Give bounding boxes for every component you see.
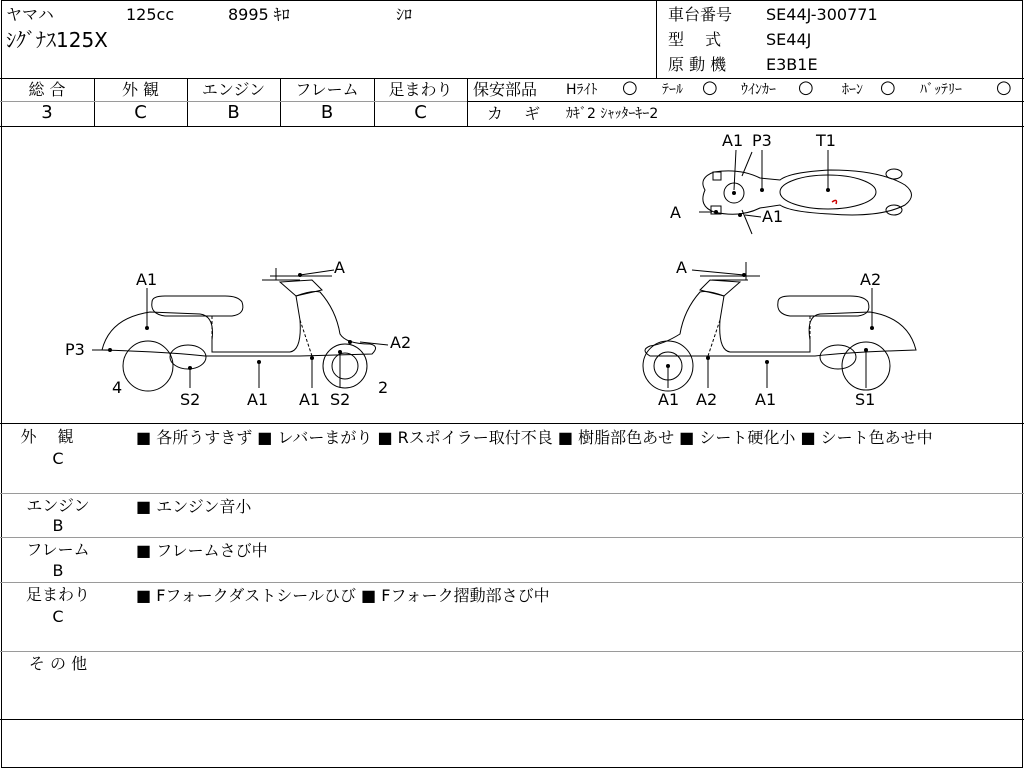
safety-item: ﾃｰﾙ bbox=[662, 82, 683, 98]
safety-item: ﾎｰﾝ bbox=[842, 82, 863, 98]
remark-label: フレーム bbox=[26, 540, 90, 559]
safety-mark: ○ bbox=[880, 77, 896, 98]
diagram-label: A1 bbox=[299, 390, 321, 409]
grade-label: フレーム bbox=[295, 80, 359, 99]
remark-label: 外 観 bbox=[20, 427, 74, 446]
grade-col-line bbox=[467, 78, 468, 126]
diagram-label: S1 bbox=[855, 390, 876, 409]
diagram-label: A2 bbox=[696, 390, 718, 409]
diagram-label: A2 bbox=[860, 270, 882, 289]
divider bbox=[0, 493, 1024, 494]
diagram-label: A1 bbox=[247, 390, 269, 409]
remark-label: 足まわり bbox=[25, 585, 90, 604]
diagram-label: A2 bbox=[390, 333, 412, 352]
key-label: カ ギ bbox=[487, 104, 541, 123]
color: ｼﾛ bbox=[396, 5, 413, 24]
mileage: 8995 ｷﾛ bbox=[228, 5, 290, 24]
safety-mark: ○ bbox=[622, 77, 638, 98]
engine-label: 原 動 機 bbox=[668, 55, 727, 74]
grade-value: C bbox=[414, 102, 427, 123]
engine-code: E3B1E bbox=[766, 55, 818, 74]
diagram-label: P3 bbox=[65, 340, 85, 359]
remark-grade: B bbox=[52, 516, 64, 535]
diagram-label: A1 bbox=[722, 131, 744, 150]
model-name: ｼｸﾞﾅｽ125X bbox=[6, 28, 108, 52]
model-code: SE44J bbox=[766, 30, 812, 49]
divider bbox=[0, 537, 1024, 538]
safety-label: 保安部品 bbox=[473, 80, 538, 99]
model-code-label: 型 式 bbox=[668, 30, 722, 49]
divider bbox=[0, 78, 1024, 79]
remark-text: ■ Fフォークダストシールひび ■ Fフォーク摺動部さび中 bbox=[136, 586, 550, 605]
grade-value: B bbox=[227, 102, 240, 123]
diagram-label: A1 bbox=[762, 207, 784, 226]
displacement: 125cc bbox=[126, 5, 175, 24]
scooter-top-view-icon bbox=[699, 150, 912, 234]
remark-grade: C bbox=[52, 449, 64, 468]
diagram-label: 2 bbox=[378, 378, 389, 397]
diagram-label: A1 bbox=[658, 390, 680, 409]
grade-label: エンジン bbox=[201, 80, 266, 99]
damage-diagram bbox=[0, 127, 1024, 423]
safety-mid-line bbox=[467, 101, 1024, 102]
maker: ヤマハ bbox=[6, 5, 54, 24]
divider bbox=[0, 423, 1024, 424]
remark-grade: B bbox=[52, 561, 64, 580]
remark-label: そ の 他 bbox=[28, 654, 88, 673]
divider bbox=[0, 582, 1024, 583]
grade-label: 総 合 bbox=[28, 80, 66, 99]
grade-label: 足まわり bbox=[388, 80, 453, 99]
grade-value: C bbox=[134, 102, 147, 123]
diagram-label: A bbox=[334, 258, 345, 277]
grade-label: 外 観 bbox=[121, 80, 160, 99]
safety-mark: ○ bbox=[798, 77, 814, 98]
remark-text: ■ フレームさび中 bbox=[136, 541, 268, 560]
diagram-label: P3 bbox=[752, 131, 772, 150]
diagram-label: S2 bbox=[180, 390, 201, 409]
remark-grade: C bbox=[52, 607, 64, 626]
header-divider bbox=[656, 0, 657, 78]
diagram-label: A1 bbox=[755, 390, 777, 409]
diagram-label: A1 bbox=[136, 270, 158, 289]
safety-mark: ○ bbox=[702, 77, 718, 98]
safety-item: ｳｲﾝｶｰ bbox=[741, 82, 776, 98]
diagram-label: T1 bbox=[816, 131, 836, 150]
remark-text: ■ 各所うすきず ■ レバーまがり ■ Rスポイラー取付不良 ■ 樹脂部色あせ ■ シート硬化小 ■ シート色あせ中 bbox=[136, 428, 933, 447]
safety-item: Hﾗｲﾄ bbox=[566, 82, 598, 98]
divider bbox=[0, 651, 1024, 652]
divider bbox=[0, 719, 1024, 720]
diagram-label: A bbox=[670, 203, 681, 222]
grade-value: B bbox=[320, 102, 334, 123]
remark-label: エンジン bbox=[26, 496, 90, 515]
diagram-label: A bbox=[676, 258, 687, 277]
frame-no: SE44J-300771 bbox=[766, 5, 878, 24]
safety-item: ﾊﾞｯﾃﾘｰ bbox=[920, 82, 962, 98]
remark-text: ■ エンジン音小 bbox=[136, 497, 252, 516]
key-value: ｶｷﾞ2 ｼｬｯﾀｰｷｰ2 bbox=[566, 106, 659, 122]
diagram-label: 4 bbox=[112, 378, 123, 397]
safety-mark: ○ bbox=[996, 77, 1012, 98]
diagram-label: S2 bbox=[330, 390, 351, 409]
grade-value: 3 bbox=[41, 102, 53, 123]
frame-no-label: 車台番号 bbox=[668, 5, 733, 24]
